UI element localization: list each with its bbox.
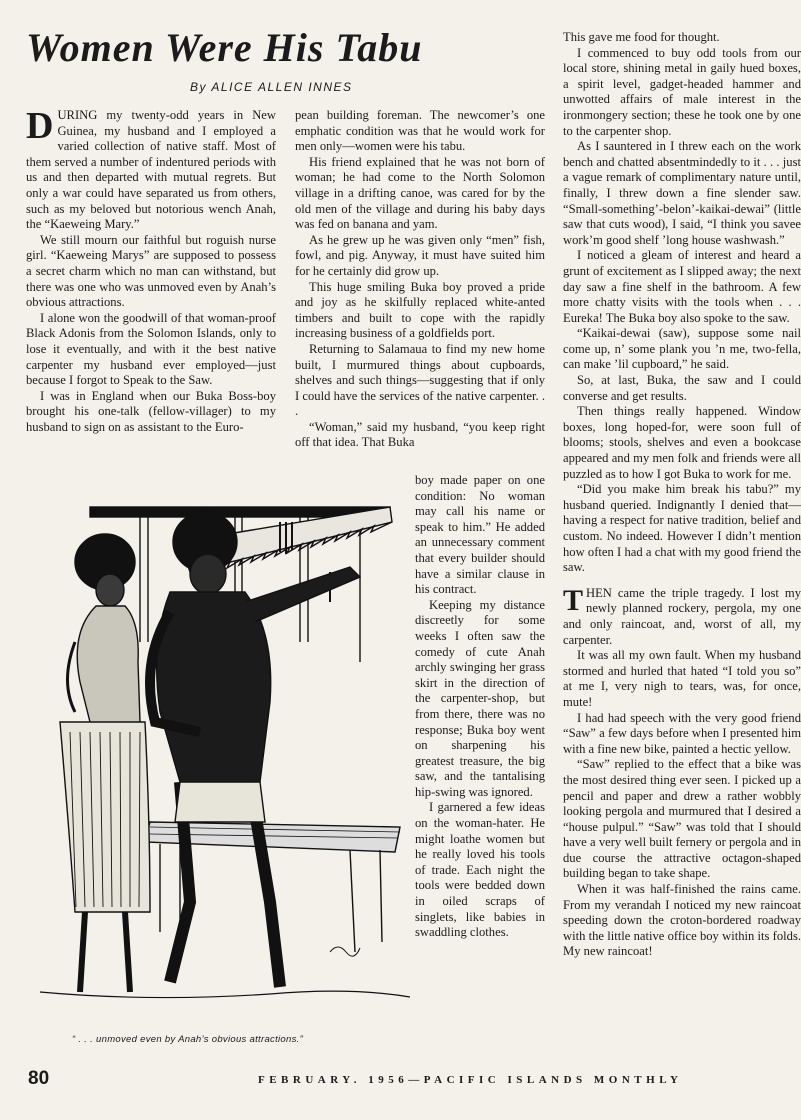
paragraph: I was in England when our Buka Boss-boy brought his one-talk (fellow-villager) to my husband to sign on as assistant to the Euro- [26,388,276,434]
page-number: 80 [28,1068,50,1089]
paragraph-text: HEN came the triple tragedy. I lost my newly planned rockery, pergola, my one and only raincoat, and, worst of all, my carpenter. [563,585,801,647]
paragraph: This huge smiling Buka boy proved a pride and joy as he skilfully replaced white-anted timbers and built to cope with the rapidly increasing business of a goldfields port. [295,279,545,341]
paragraph: I commenced to buy odd tools from our local store, shining metal in gaily hued boxes, a spirit level, gadget-headed hammer and unwotted affairs of male interest in the ironmongery section; these he took one by one to the carpenter shop. [563,45,801,138]
paragraph: boy made paper on one condition: No woman may call his name or speak to him.” He added an unnecessary comment that every builder should have a similar clause in his contract. [415,473,545,597]
paragraph: I alone won the goodwill of that woman-proof Black Adonis from the Solomon Islands, only to lose it eventually, and with it the best native carpenter my husband ever employed—just because I forgot to Speak to the Saw. [26,310,276,388]
paragraph-text: URING my twenty-odd years in New Guinea, my husband and I employed a varied collection of native staff. Most of them served a number of indentured periods with us and then departed with mutual regrets. But only a war could have separated us from others, such as my beloved but notorious wench Anah, the “Kaeweing Mary.” [26,108,276,232]
floor-line [40,991,410,997]
publication-line: FEBRUARY. 1956—PACIFIC ISLANDS MONTHLY [258,1074,683,1086]
paragraph: “Saw” replied to the effect that a bike was the most desired thing ever seen. I picked up a pencil and paper and drew a rather wobbly looking pergola and murmured that I desired a “house pulpul.” “Saw” was told that I should have a very well built fernery or pergola and in due course the attractive octagon-shaped building began to take shape. [563,757,801,881]
paragraph: As I sauntered in I threw each on the work bench and chatted absentmindedly to it . . . just a vague remark of complimentary nature until, finally, I threw down a fine slender saw. “Small-something’-belon’-kaikai-dewai” (little saw that cuts wood), I said, “I think you savee work’m good shelf ’long house washwash.” [563,139,801,247]
paragraph: “Woman,” said my husband, “you keep right off that idea. That Buka [295,419,545,450]
paragraph: Then things really happened. Window boxes, long hoped-for, were soon full of blooms; stools, shelves and even a bookcase appeared and my men folk and friends were all puzzled as to how I got Buka to work for me. [563,404,801,481]
paragraph: I noticed a gleam of interest and heard a grunt of excitement as I slipped away; the next day saw a fine shelf in the bathroom. A few more chatty visits with the tools when . . . Eureka! The Buka boy also spoke to the saw. [563,248,801,325]
column-1 [26,105,276,435]
column-2 [295,108,545,451]
paragraph [26,105,276,233]
paragraph: His friend explained that he was not born of woman; he had come to the North Solomon village in a drifting canoe, was cared for by the old men of the village and during his baby days was fed on banana and yam. [295,154,545,232]
paragraph: It was all my own fault. When my husband stormed and hurled that hated “I told you so” at me I, very nigh to tears, was, for once, mute! [563,648,801,709]
drop-cap: D [26,105,54,147]
paragraph: Returning to Salamaua to find my new home built, I murmured things about cupboards, shelves and such things—suggesting that if only I could have the services of the native carpenter. . . [295,341,545,419]
section-spacer [563,576,801,586]
paragraph: As he grew up he was given only “men” fish, fowl, and pig. Anyway, it must have suited him for he certainly did grow up. [295,232,545,278]
article-byline: By ALICE ALLEN INNES [190,80,353,94]
paragraph: I had had speech with the very good friend “Saw” a few days before when I presented him with a fine new bike, painted a hectic yellow. [563,710,801,756]
paragraph: When it was half-finished the rains came. From my verandah I noticed my new raincoat speeding down the croton-bordered roadway with the little native office boy within its folds. My new raincoat! [563,882,801,959]
paragraph: Keeping my distance discreetly for some weeks I often saw the comedy of cute Anah archly swinging her grass skirt in the direction of the carpenter-shop, but from there, there was no response; Buka boy went on sharpening his greatest treasure, the big saw, and the tantalising hip-swing was ignored. [415,597,545,799]
paragraph: “Did you make him break his tabu?” my husband queried. Indignantly I denied that—having a respect for native tradition, belief and custom. No indeed. However I didn’t mention how often I had a chat with my good friend the saw. [563,482,801,575]
paragraph: This gave me food for thought. [563,30,720,44]
paragraph: So, at last, Buka, the saw and I could converse and get results. [563,373,801,403]
illustration-caption: “ . . . unmoved even by Anah’s obvious attractions.” [72,1034,304,1045]
woodcut-illustration [30,482,410,1030]
drop-cap: T [563,583,584,617]
carpenter-figure [150,512,360,987]
paragraph [563,583,801,648]
column-2-narrow [415,473,545,941]
article-title: Women Were His Tabu [26,25,423,70]
page-footer [0,1062,801,1092]
paragraph: We still mourn our faithful but roguish nurse girl. “Kaeweing Marys” are supposed to possess a secret charm which no man can withstand, but there was one who was unmoved even by Anah’s obvious attractions. [26,232,276,310]
woman-figure [60,534,150,992]
column-3 [563,30,801,960]
paragraph: I garnered a few ideas on the woman-hater. He might loathe women but he really loved his tools of trade. Each night the tools were bedded down in oiled scraps of singlets, like babies in swaddling clothes. [415,800,545,940]
paragraph: pean building foreman. The newcomer’s one emphatic condition was that he would work for men only—women were his tabu. [295,108,545,154]
paragraph: “Kaikai-dewai (saw), suppose some nail come up, n’ some plank you ’n me, two-fella, can make ’lil cupboard,” he said. [563,326,801,372]
